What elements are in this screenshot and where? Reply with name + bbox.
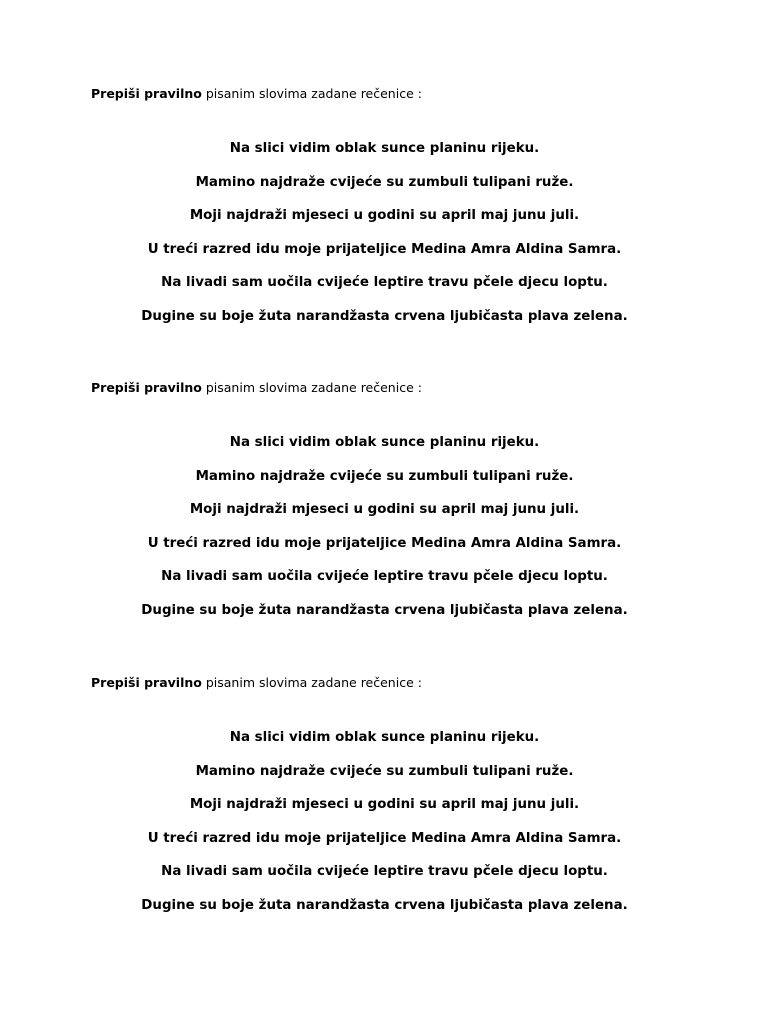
instruction-bold: Prepiši pravilno	[91, 675, 202, 690]
sentence-list	[0, 139, 768, 341]
instruction-line	[91, 380, 422, 396]
sentence-list	[0, 433, 768, 635]
instruction-line	[91, 86, 422, 102]
instruction-text: pisanim slovima zadane rečenice :	[201, 86, 422, 101]
sentence: Dugine su boje žuta narandžasta crvena ljubičasta plava zelena.	[141, 308, 628, 324]
sentence: Moji najdraži mjeseci u godini su april maj junu juli.	[189, 797, 580, 813]
sentence: Moji najdraži mjeseci u godini su april maj junu juli.	[189, 502, 580, 518]
instruction-line	[91, 675, 422, 691]
sentence: Moji najdraži mjeseci u godini su april maj junu juli.	[189, 208, 580, 224]
sentence: U treći razred idu moje prijateljice Medina Amra Aldina Samra.	[147, 535, 622, 551]
sentence: Na slici vidim oblak sunce planinu rijeku.	[229, 730, 540, 745]
sentence: Na livadi sam uočila cvijeće leptire travu pčele djecu loptu.	[161, 864, 608, 880]
sentence: Na slici vidim oblak sunce planinu rijeku.	[229, 141, 540, 156]
sentence: Dugine su boje žuta narandžasta crvena ljubičasta plava zelena.	[141, 897, 628, 913]
sentence: Mamino najdraže cvijeće su zumbuli tulipani ruže.	[195, 763, 574, 779]
sentence-list	[0, 728, 768, 930]
sentence: Mamino najdraže cvijeće su zumbuli tulipani ruže.	[195, 468, 574, 484]
instruction-bold: Prepiši pravilno	[91, 86, 202, 101]
sentence: U treći razred idu moje prijateljice Medina Amra Aldina Samra.	[147, 241, 622, 257]
sentence: Na slici vidim oblak sunce planinu rijeku.	[229, 435, 540, 450]
sentence: U treći razred idu moje prijateljice Medina Amra Aldina Samra.	[147, 830, 622, 846]
sentence: Na livadi sam uočila cvijeće leptire travu pčele djecu loptu.	[161, 275, 608, 291]
sentence: Dugine su boje žuta narandžasta crvena ljubičasta plava zelena.	[141, 602, 628, 618]
sentence: Mamino najdraže cvijeće su zumbuli tulipani ruže.	[195, 174, 574, 190]
instruction-bold: Prepiši pravilno	[91, 380, 202, 395]
instruction-text: pisanim slovima zadane rečenice :	[201, 675, 422, 690]
sentence: Na livadi sam uočila cvijeće leptire travu pčele djecu loptu.	[161, 569, 608, 585]
instruction-text: pisanim slovima zadane rečenice :	[201, 380, 422, 395]
